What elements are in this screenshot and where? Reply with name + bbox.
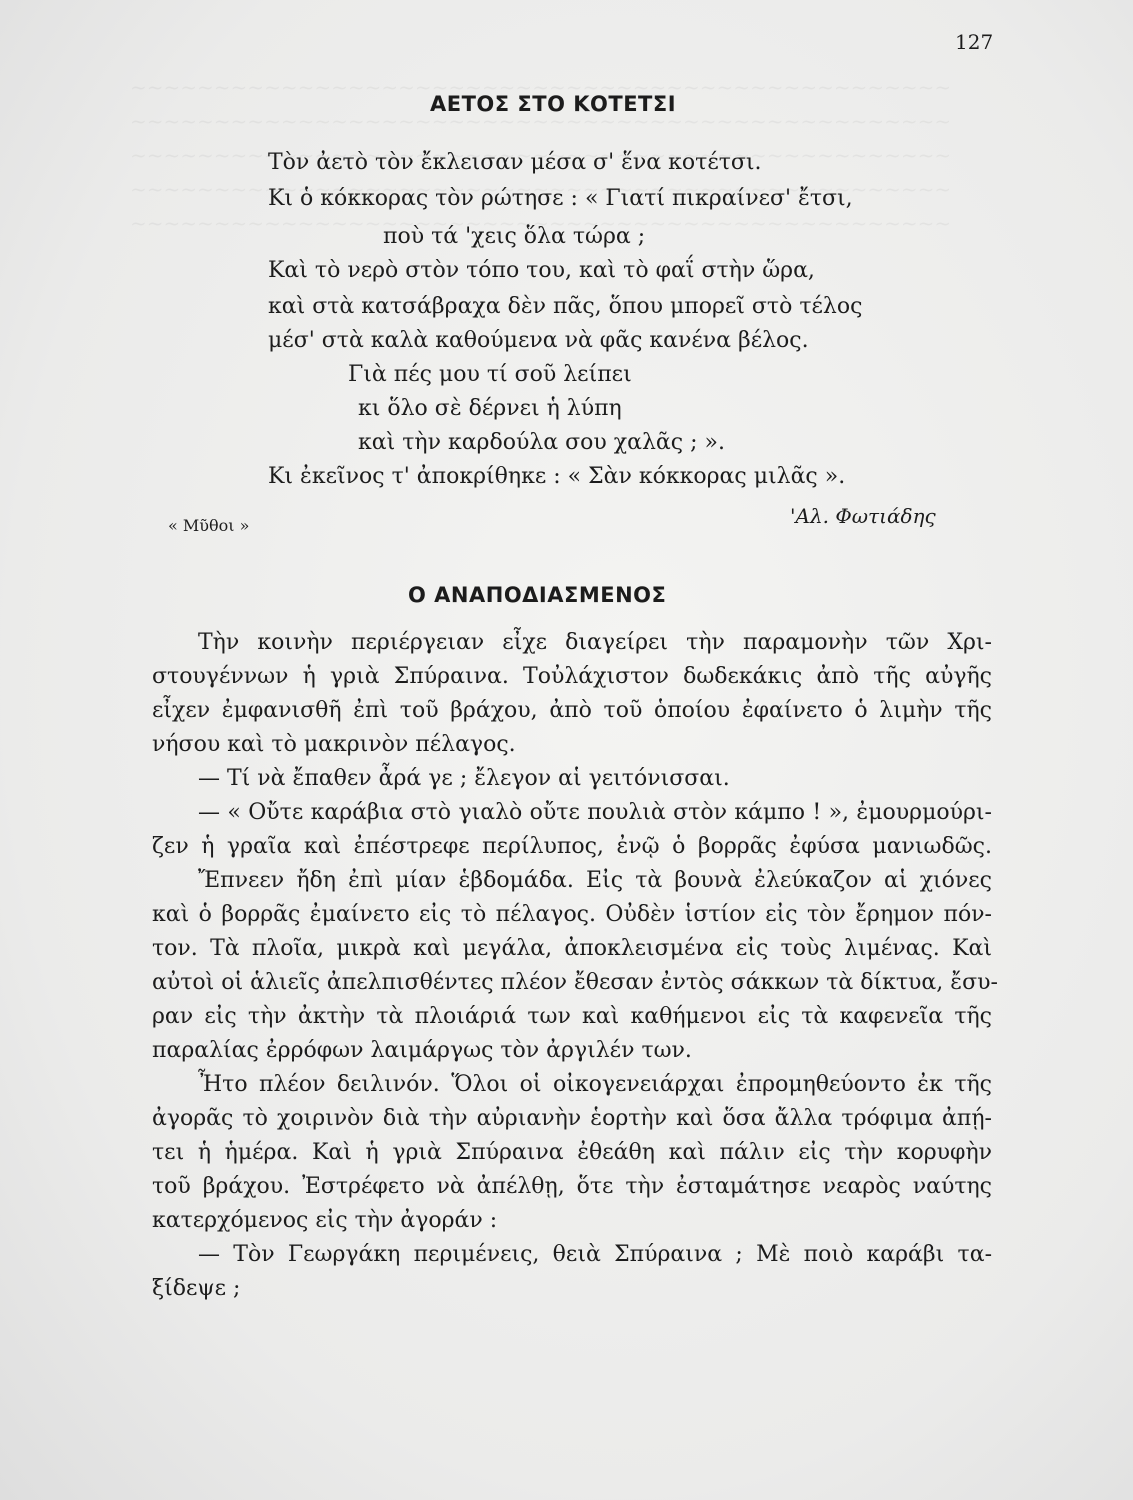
story-line: ἀγορᾶς τὸ χοιρινὸν διὰ τὴν αὐριανὴν ἑορτὴν καὶ ὅσα ἄλλα τρόφιμα ἀπῄ- [152,1106,992,1131]
poem-line: καὶ τὴν καρδούλα σου χαλᾶς ; ». [358,430,725,455]
story-line: ζεν ἡ γραῖα καὶ ἐπέστρεφε περίλυπος, ἐνῷ ὁ βορρᾶς ἐφύσα μανιωδῶς. [152,834,992,859]
story-line: — Τὸν Γεωργάκη περιμένεις, θειὰ Σπύραινα ; Μὲ ποιὸ καράβι τα- [198,1242,992,1267]
poem-line: Τὸν ἀετὸ τὸν ἔκλεισαν μέσα σ' ἕνα κοτέτσι. [268,150,762,175]
story-line: — Τί νὰ ἔπαθεν ἆρά γε ; ἔλεγον αἱ γειτόνισσαι. [198,766,730,791]
story-line: Ἦτο πλέον δειλινόν. Ὅλοι οἱ οἰκογενειάρχαι ἐπρομηθεύοντο ἐκ τῆς [198,1072,992,1097]
poem-line: ποὺ τά 'χεις ὅλα τώρα ; [383,224,646,249]
story-line: νήσου καὶ τὸ μακρινὸν πέλαγος. [152,732,516,757]
poem-line: καὶ στὰ κατσάβραχα δὲν πᾶς, ὅπου μπορεῖ στὸ τέλος [268,294,863,319]
story-title: Ο ΑΝΑΠΟΔΙΑΣΜΕΝΟΣ [408,583,667,607]
poem-source: « Μῦθοι » [168,516,250,535]
story-line: κατερχόμενος εἰς τὴν ἀγοράν : [152,1208,498,1233]
poem-author: 'Αλ. Φωτιάδης [790,504,936,528]
story-line: Τὴν κοινὴν περιέργειαν εἶχε διαγείρει τὴν παραμονὴν τῶν Χρι- [198,630,992,655]
story-line: καὶ ὁ βορρᾶς ἐμαίνετο εἰς τὸ πέλαγος. Οὐδὲν ἱστίον εἰς τὸν ἔρημον πόν- [152,902,992,927]
story-line: στουγέννων ἡ γριὰ Σπύραινα. Τοὐλάχιστον δωδεκάκις ἀπὸ τῆς αὐγῆς [152,664,992,689]
poem-line: Γιὰ πές μου τί σοῦ λείπει [348,362,632,387]
poem-line: Κι ἐκεῖνος τ' ἀποκρίθηκε : « Σὰν κόκκορας μιλᾶς ». [268,464,846,489]
story-line: Ἔπνεεν ἤδη ἐπὶ μίαν ἑβδομάδα. Εἰς τὰ βουνὰ ἐλεύκαζον αἱ χιόνες [198,868,992,893]
story-line: παραλίας ἐρρόφων λαιμάργως τὸν ἀργιλέν των. [152,1038,692,1063]
story-line: τον. Τὰ πλοῖα, μικρὰ καὶ μεγάλα, ἀποκλεισμένα εἰς τοὺς λιμένας. Καὶ [152,936,992,961]
page-number: 127 [955,30,994,54]
story-line: αὐτοὶ οἱ ἁλιεῖς ἀπελπισθέντες πλέον ἔθεσαν ἐντὸς σάκκων τὰ δίκτυα, ἔσυ- [152,970,998,995]
story-line: ξίδεψε ; [152,1276,241,1301]
story-line: τοῦ βράχου. Ἐστρέφετο νὰ ἀπέλθῃ, ὅτε τὴν ἐσταμάτησε νεαρὸς ναύτης [152,1174,992,1199]
poem-line: Καὶ τὸ νερὸ στὸν τόπο του, καὶ τὸ φαΐ στὴν ὥρα, [268,258,815,283]
poem-line: μέσ' στὰ καλὰ καθούμενα νὰ φᾶς κανένα βέλος. [268,328,809,353]
story-line: — « Οὔτε καράβια στὸ γιαλὸ οὔτε πουλιὰ στὸν κάμπο ! », ἐμουρμούρι- [198,800,992,825]
story-line: τει ἡ ἡμέρα. Καὶ ἡ γριὰ Σπύραινα ἐθεάθη καὶ πάλιν εἰς τὴν κορυφὴν [152,1140,992,1165]
poem-line: κι ὅλο σὲ δέρνει ἡ λύπη [358,396,622,421]
poem-title: ΑΕΤΟΣ ΣΤΟ ΚΟΤΕΤΣΙ [430,92,677,116]
story-line: εἶχεν ἐμφανισθῆ ἐπὶ τοῦ βράχου, ἀπὸ τοῦ ὁποίου ἐφαίνετο ὁ λιμὴν τῆς [152,698,992,723]
poem-line: Κι ὁ κόκκορας τὸν ρώτησε : « Γιατί πικραίνεσ' ἔτσι, [268,186,853,211]
story-line: ραν εἰς τὴν ἀκτὴν τὰ πλοιάριά των καὶ καθήμενοι εἰς τὰ καφενεῖα τῆς [152,1004,992,1029]
